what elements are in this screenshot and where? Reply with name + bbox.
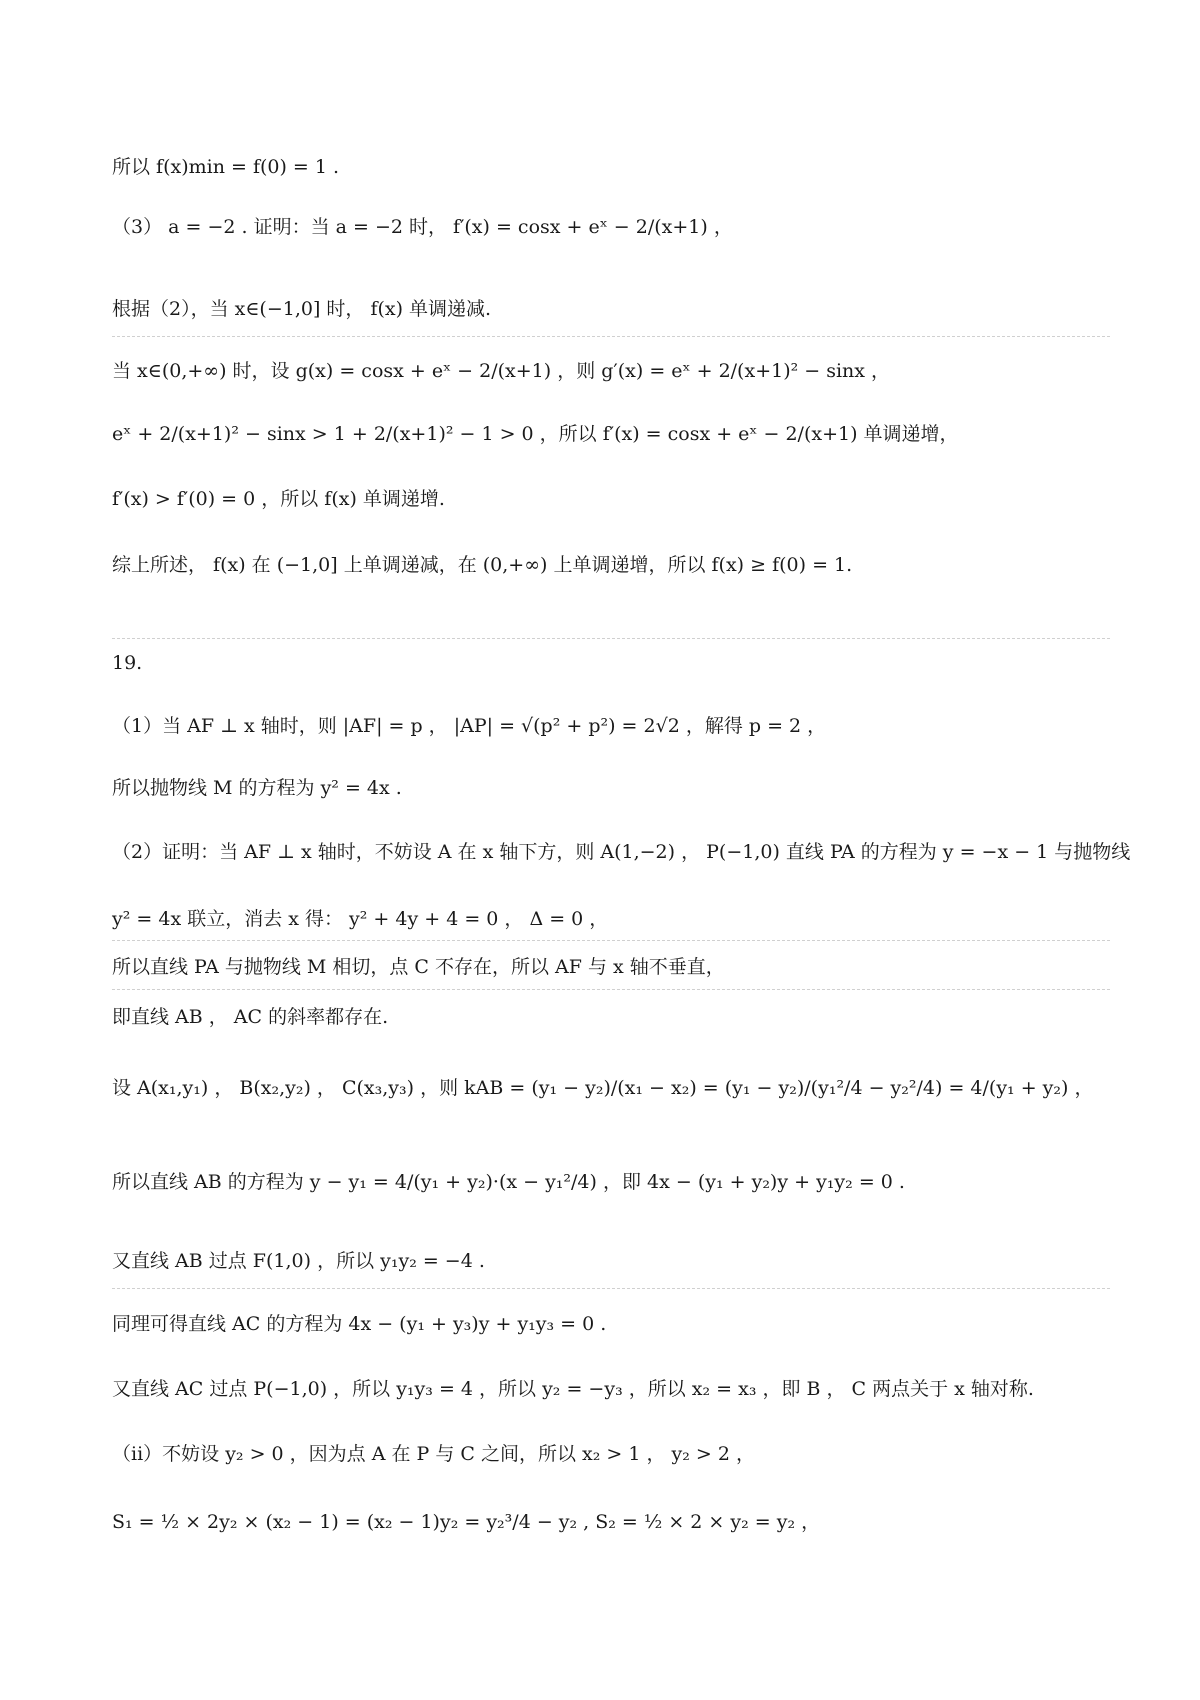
text-line: 即直线 AB ， AC 的斜率都存在.: [112, 1006, 389, 1028]
text-line: （2）证明：当 AF ⊥ x 轴时，不妨设 A 在 x 轴下方，则 A(1,−2) ， P(−1,0) 直线 PA 的方程为 y = −x − 1 与抛物线: [112, 841, 1131, 863]
divider: [112, 1288, 1110, 1289]
text-line: 根据（2），当 x∈(−1,0] 时， f(x) 单调递减.: [112, 298, 492, 320]
divider: [112, 989, 1110, 990]
divider: [112, 940, 1110, 941]
text-line: S₁ = ½ × 2y₂ × (x₂ − 1) = (x₂ − 1)y₂ = y₂³/4 − y₂ , S₂ = ½ × 2 × y₂ = y₂ ，: [112, 1511, 821, 1533]
text-line: 当 x∈(0,+∞) 时，设 g(x) = cosx + eˣ − 2/(x+1) ，则 g′(x) = eˣ + 2/(x+1)² − sinx ，: [112, 360, 891, 382]
divider: [112, 638, 1110, 639]
text-line: 设 A(x₁,y₁) ， B(x₂,y₂) ， C(x₃,y₃) ，则 kAB = (y₁ − y₂)/(x₁ − x₂) = (y₁ − y₂)/(y₁²/4 − y₂²/4) = 4/(y₁ + y₂) ，: [112, 1077, 1094, 1099]
text-line: 所以 f(x)min = f(0) = 1 .: [112, 156, 340, 178]
text-line: 综上所述， f(x) 在 (−1,0] 上单调递减，在 (0,+∞) 上单调递增，所以 f(x) ≥ f(0) = 1.: [112, 554, 853, 576]
text-line: 又直线 AB 过点 F(1,0) ，所以 y₁y₂ = −4 .: [112, 1250, 485, 1272]
text-line: 所以抛物线 M 的方程为 y² = 4x .: [112, 777, 402, 799]
text-line: 所以直线 AB 的方程为 y − y₁ = 4/(y₁ + y₂)·(x − y₁²/4) ，即 4x − (y₁ + y₂)y + y₁y₂ = 0 .: [112, 1171, 905, 1193]
text-line: （ii）不妨设 y₂ > 0 ，因为点 A 在 P 与 C 之间，所以 x₂ > 1 ， y₂ > 2 ，: [112, 1443, 755, 1465]
text-line: （1）当 AF ⊥ x 轴时，则 |AF| = p ， |AP| = √(p² + p²) = 2√2 ，解得 p = 2 ，: [112, 715, 827, 737]
question-number: 19.: [112, 652, 143, 674]
text-line: （3） a = −2 . 证明：当 a = −2 时， f′(x) = cosx + eˣ − 2/(x+1) ，: [112, 216, 733, 238]
text-line: y² = 4x 联立，消去 x 得： y² + 4y + 4 = 0 ， Δ = 0 ，: [112, 908, 609, 930]
text-line: 同理可得直线 AC 的方程为 4x − (y₁ + y₃)y + y₁y₃ = 0 .: [112, 1313, 607, 1335]
text-line: 又直线 AC 过点 P(−1,0) ，所以 y₁y₃ = 4 ，所以 y₂ = −y₃ ，所以 x₂ = x₃ ，即 B ， C 两点关于 x 轴对称.: [112, 1378, 1034, 1400]
divider: [112, 336, 1110, 337]
text-line: f′(x) > f′(0) = 0 ，所以 f(x) 单调递增.: [112, 488, 445, 510]
text-line: 所以直线 PA 与抛物线 M 相切，点 C 不存在，所以 AF 与 x 轴不垂直，: [112, 956, 725, 978]
text-line: eˣ + 2/(x+1)² − sinx > 1 + 2/(x+1)² − 1 > 0 ，所以 f′(x) = cosx + eˣ − 2/(x+1) 单调递增，: [112, 423, 959, 445]
